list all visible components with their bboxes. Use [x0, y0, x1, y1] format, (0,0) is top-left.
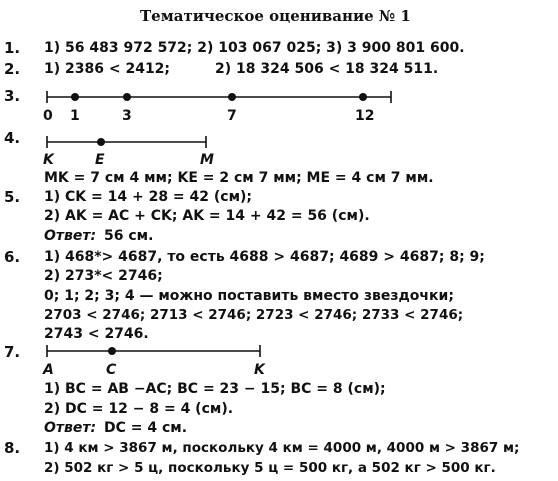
task-6-number: 6. — [4, 248, 21, 266]
tick-label-7: 7 — [227, 108, 237, 124]
point-12 — [359, 93, 367, 101]
task-2-part2: 2) 18 324 506 < 18 324 511. — [215, 61, 439, 77]
point-label-e: E — [95, 152, 105, 168]
task-4-measurements: MK = 7 см 4 мм; KE = 2 см 7 мм; ME = 4 см 7 мм. — [44, 170, 434, 186]
page-title: Тематическое оценивание № 1 — [140, 7, 411, 25]
point-7 — [228, 93, 236, 101]
task-6-line4: 2703 < 2746; 2713 < 2746; 2723 < 2746; 2733 < 2746; — [44, 307, 464, 323]
task-3-number: 3. — [4, 87, 21, 105]
tick-label-3: 3 — [122, 108, 132, 124]
task-7-line1: 1) BC = AB −AC; BC = 23 − 15; BC = 8 (см); — [44, 381, 386, 397]
task-8-line2: 2) 502 кг > 5 ц, поскольку 5 ц = 500 кг, а 502 кг > 500 кг. — [44, 460, 496, 476]
point-3 — [123, 93, 131, 101]
task-4-number: 4. — [4, 129, 21, 147]
segment-ak — [47, 345, 260, 357]
point-label-c: C — [106, 362, 117, 378]
task-5-answer-value: 56 см. — [104, 228, 154, 244]
task-6-line3: 0; 1; 2; 3; 4 — можно поставить вместо звездочки; — [44, 288, 454, 304]
tick-label-12: 12 — [355, 108, 375, 124]
task-1-number: 1. — [4, 39, 21, 57]
task-8-line1: 1) 4 км > 3867 м, поскольку 4 км = 4000 м, 4000 м > 3867 м; — [44, 440, 520, 456]
task-5-number: 5. — [4, 188, 21, 206]
task-7-answer-value: DC = 4 см. — [104, 420, 188, 436]
task-6-line1: 1) 468*> 4687, то есть 4688 > 4687; 4689 > 4687; 8; 9; — [44, 249, 485, 265]
task-8-number: 8. — [4, 439, 21, 457]
point-c — [108, 347, 116, 355]
task-7-number: 7. — [4, 343, 21, 361]
task-7-line2: 2) DC = 12 − 8 = 4 (см). — [44, 401, 234, 417]
point-label-k: K — [43, 152, 54, 168]
point-label-k7: K — [254, 362, 265, 378]
task-6-line5: 2743 < 2746. — [44, 326, 149, 342]
task-6-line2: 2) 273*< 2746; — [44, 268, 163, 284]
task-2-part1: 1) 2386 < 2412; — [44, 61, 171, 77]
task-7-answer-label: Ответ: — [44, 420, 97, 436]
task-5-answer-label: Ответ: — [44, 228, 97, 244]
point-e — [97, 138, 105, 146]
task-1-text: 1) 56 483 972 572; 2) 103 067 025; 3) 3 900 801 600. — [44, 40, 465, 56]
task-2-number: 2. — [4, 60, 21, 78]
point-1 — [71, 93, 79, 101]
point-label-a: A — [43, 362, 54, 378]
tick-label-1: 1 — [70, 108, 80, 124]
number-line-task3 — [47, 91, 391, 103]
point-label-m: M — [200, 152, 214, 168]
segment-km — [47, 136, 206, 148]
task-5-line2: 2) AK = AC + CK; AK = 14 + 42 = 56 (см). — [44, 208, 370, 224]
tick-label-0: 0 — [43, 108, 53, 124]
task-5-line1: 1) CK = 14 + 28 = 42 (см); — [44, 189, 253, 205]
